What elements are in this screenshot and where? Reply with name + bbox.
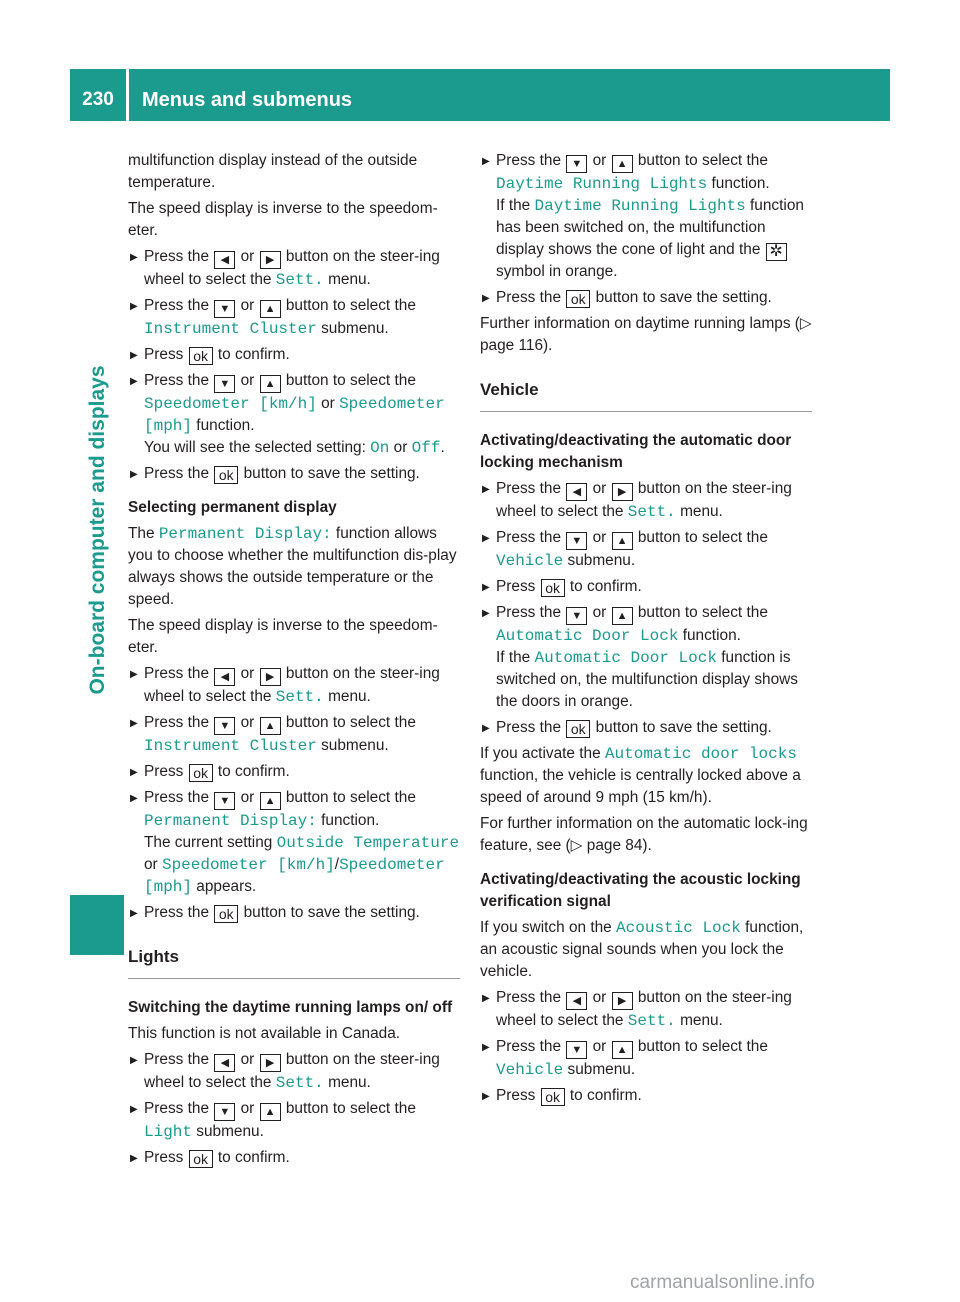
step: ▶ Press the ▼ or ▲ button to select the Instrument Cluster submenu. bbox=[128, 295, 460, 340]
header-divider bbox=[126, 69, 129, 121]
down-key-icon: ▼ bbox=[214, 300, 235, 318]
up-key-icon: ▲ bbox=[260, 300, 281, 318]
up-key-icon: ▲ bbox=[260, 792, 281, 810]
step: ▶ Press the ok button to save the setting. bbox=[128, 463, 460, 485]
section-heading: Lights bbox=[128, 946, 460, 979]
down-key-icon: ▼ bbox=[214, 1103, 235, 1121]
ok-key-icon: ok bbox=[189, 347, 213, 365]
left-key-icon: ◀ bbox=[214, 668, 235, 686]
paragraph: multifunction display instead of the outside temperature. bbox=[128, 152, 418, 191]
right-column bbox=[480, 150, 812, 1111]
step: ▶ Press the ok button to save the setting. bbox=[480, 717, 812, 739]
section-heading: Vehicle bbox=[480, 379, 812, 412]
down-key-icon: ▼ bbox=[214, 792, 235, 810]
up-key-icon: ▲ bbox=[612, 155, 633, 173]
subheading: Selecting permanent display bbox=[128, 499, 337, 516]
up-key-icon: ▲ bbox=[260, 1103, 281, 1121]
right-key-icon: ▶ bbox=[260, 251, 281, 269]
paragraph: For further information on the automatic lock-ing feature, see (▷ page 84). bbox=[480, 815, 808, 854]
step: ▶ Press ok to confirm. bbox=[128, 761, 460, 783]
subheading: Switching the daytime running lamps on/ off bbox=[128, 999, 453, 1016]
ok-key-icon: ok bbox=[214, 905, 238, 923]
step: ▶ Press the ▼ or ▲ button to select the Light submenu. bbox=[128, 1098, 460, 1143]
up-key-icon: ▲ bbox=[260, 375, 281, 393]
step: ▶ Press ok to confirm. bbox=[480, 576, 812, 598]
subheading: Activating/deactivating the automatic door locking mechanism bbox=[480, 432, 792, 471]
side-tab-label: On-board computer and displays bbox=[86, 365, 109, 695]
step: ▶ Press the ◀ or ▶ button on the steer-ing wheel to select the Sett. menu. bbox=[128, 1049, 460, 1094]
left-column bbox=[128, 150, 460, 1173]
ok-key-icon: ok bbox=[541, 579, 565, 597]
right-key-icon: ▶ bbox=[612, 483, 633, 501]
step: ▶ Press the ◀ or ▶ button on the steer-ing wheel to select the Sett. menu. bbox=[480, 987, 812, 1032]
down-key-icon: ▼ bbox=[214, 375, 235, 393]
page-title: Menus and submenus bbox=[142, 89, 353, 111]
ok-key-icon: ok bbox=[566, 290, 590, 308]
subheading: Activating/deactivating the acoustic locking verification signal bbox=[480, 871, 801, 910]
step: ▶ Press the ▼ or ▲ button to select the Vehicle submenu. bbox=[480, 1036, 812, 1081]
right-key-icon: ▶ bbox=[260, 1054, 281, 1072]
down-key-icon: ▼ bbox=[566, 155, 587, 173]
step: ▶ Press the ◀ or ▶ button on the steer-ing wheel to select the Sett. menu. bbox=[128, 246, 460, 291]
paragraph: The speed display is inverse to the speedom-eter. bbox=[128, 617, 438, 656]
step: ▶ Press the ◀ or ▶ button on the steer-ing wheel to select the Sett. menu. bbox=[480, 478, 812, 523]
step: ▶ Press the ▼ or ▲ button to select the Instrument Cluster submenu. bbox=[128, 712, 460, 757]
side-tab bbox=[70, 121, 124, 1281]
step: ▶ Press ok to confirm. bbox=[128, 344, 460, 366]
right-key-icon: ▶ bbox=[612, 992, 633, 1010]
paragraph: If you activate the Automatic door locks function, the vehicle is centrally locked above a speed of around 9 mph (15 km/h). bbox=[480, 745, 801, 806]
paragraph: If you switch on the Acoustic Lock function, an acoustic signal sounds when you lock the vehicle. bbox=[480, 919, 804, 980]
step: ▶ Press the ▼ or ▲ button to select the Daytime Running Lights function. If the Daytime Running Lights function has been switched on, the multifunction display shows the cone of light and the ✲ symbol in orange. bbox=[480, 150, 812, 283]
up-key-icon: ▲ bbox=[612, 607, 633, 625]
paragraph: This function is not available in Canada. bbox=[128, 1025, 401, 1042]
step: ▶ Press the ok button to save the setting. bbox=[128, 902, 460, 924]
ok-key-icon: ok bbox=[566, 720, 590, 738]
left-key-icon: ◀ bbox=[566, 992, 587, 1010]
ok-key-icon: ok bbox=[189, 1150, 213, 1168]
watermark: carmanualsonline.info bbox=[630, 1272, 815, 1293]
page-header bbox=[70, 69, 890, 121]
step: ▶ Press ok to confirm. bbox=[128, 1147, 460, 1169]
step: ▶ Press the ▼ or ▲ button to select the Vehicle submenu. bbox=[480, 527, 812, 572]
sun-icon: ✲ bbox=[766, 243, 787, 261]
down-key-icon: ▼ bbox=[566, 607, 587, 625]
ok-key-icon: ok bbox=[541, 1088, 565, 1106]
side-tab-marker bbox=[70, 895, 124, 955]
left-key-icon: ◀ bbox=[214, 1054, 235, 1072]
up-key-icon: ▲ bbox=[612, 1041, 633, 1059]
step: ▶ Press the ▼ or ▲ button to select the Automatic Door Lock function. If the Automatic Door Lock function is switched on, the multifunction display shows the doors in orange. bbox=[480, 602, 812, 713]
left-key-icon: ◀ bbox=[214, 251, 235, 269]
ok-key-icon: ok bbox=[214, 466, 238, 484]
step: ▶ Press the ▼ or ▲ button to select the Speedometer [km/h] or Speedometer [mph] function. You will see the selected setting: On or Off. bbox=[128, 370, 460, 459]
paragraph: The speed display is inverse to the speedom-eter. bbox=[128, 200, 438, 239]
down-key-icon: ▼ bbox=[566, 532, 587, 550]
ok-key-icon: ok bbox=[189, 764, 213, 782]
step: ▶ Press ok to confirm. bbox=[480, 1085, 812, 1107]
paragraph: The Permanent Display: function allows you to choose whether the multifunction dis-play always shows the outside temperature or the speed. bbox=[128, 525, 457, 608]
step: ▶ Press the ▼ or ▲ button to select the Permanent Display: function. The current setting Outside Temperature or Speedometer [km/h]/Speedometer [mph] appears. bbox=[128, 787, 460, 898]
up-key-icon: ▲ bbox=[612, 532, 633, 550]
down-key-icon: ▼ bbox=[214, 717, 235, 735]
left-key-icon: ◀ bbox=[566, 483, 587, 501]
down-key-icon: ▼ bbox=[566, 1041, 587, 1059]
up-key-icon: ▲ bbox=[260, 717, 281, 735]
step: ▶ Press the ok button to save the setting. bbox=[480, 287, 812, 309]
right-key-icon: ▶ bbox=[260, 668, 281, 686]
page-number: 230 bbox=[82, 89, 114, 110]
step: ▶ Press the ◀ or ▶ button on the steer-ing wheel to select the Sett. menu. bbox=[128, 663, 460, 708]
paragraph: Further information on daytime running lamps (▷ page 116). bbox=[480, 315, 812, 354]
